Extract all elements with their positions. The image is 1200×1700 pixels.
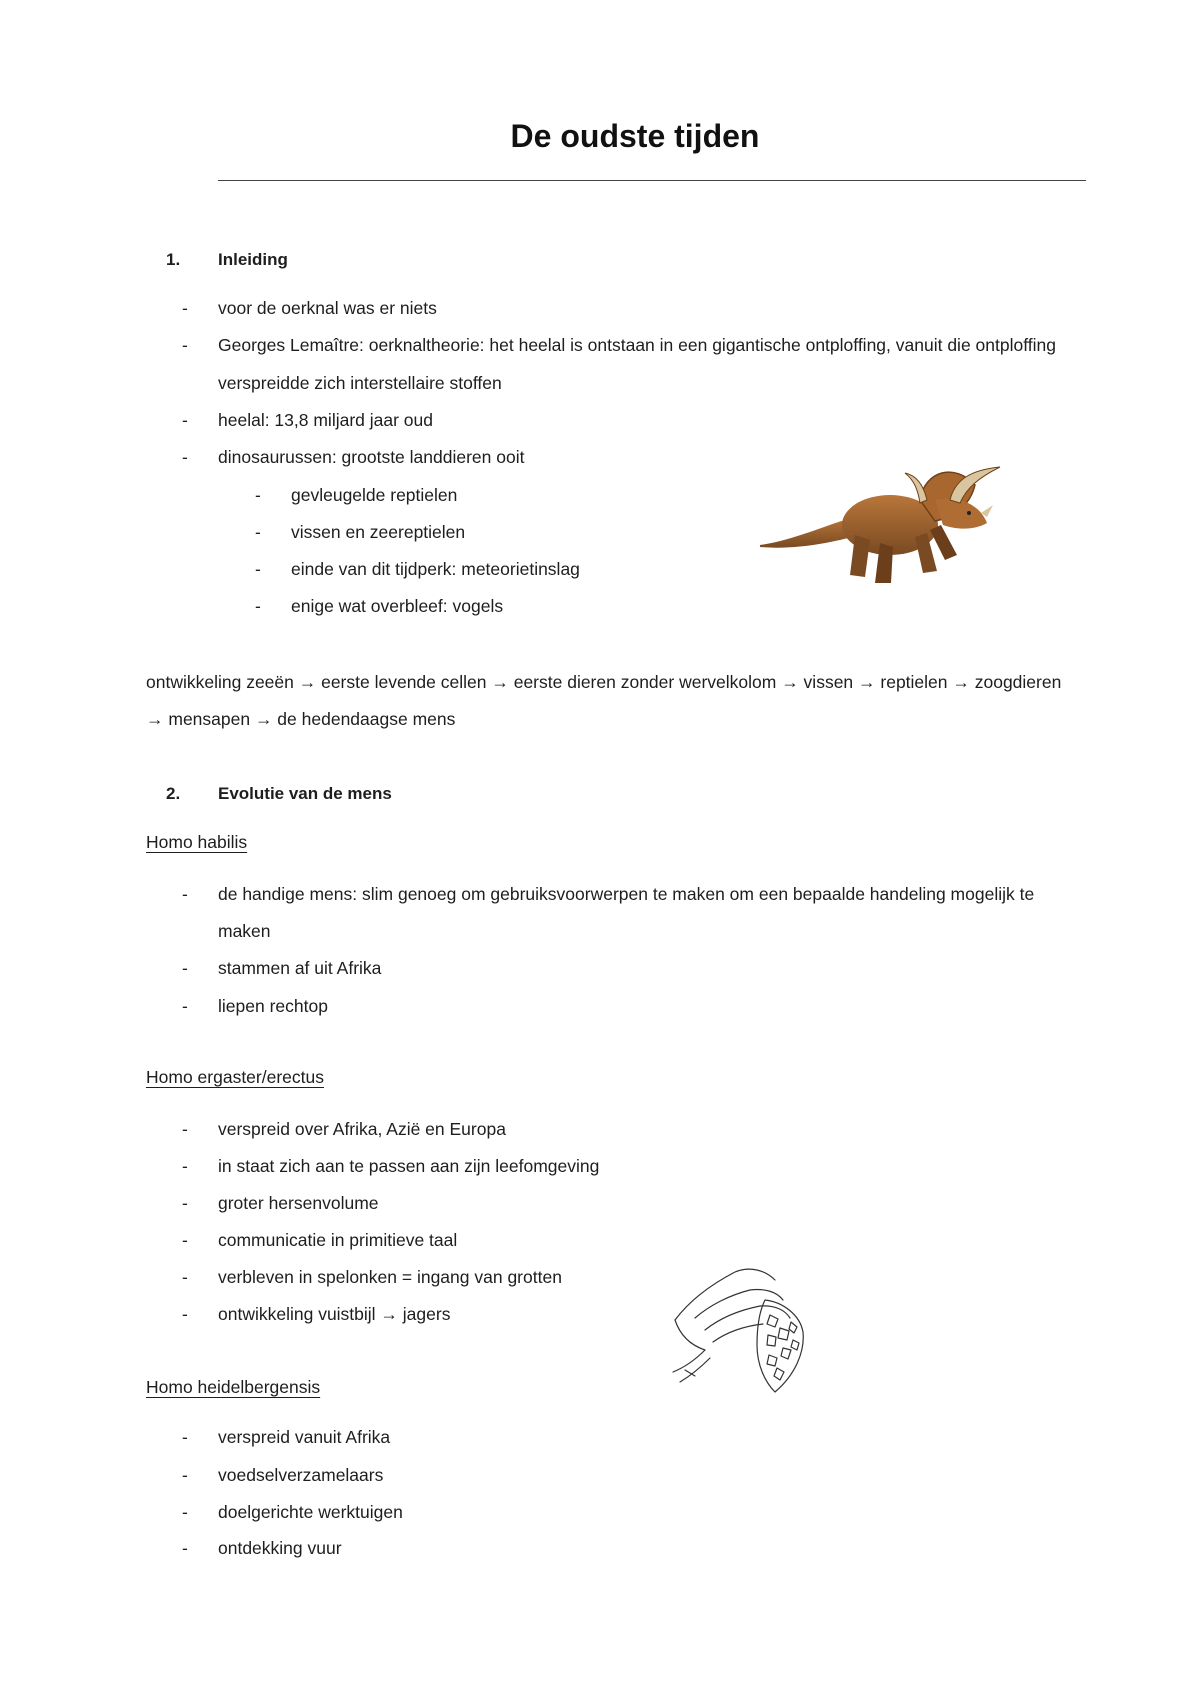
bullet-dash: -: [182, 1427, 188, 1447]
bullet-dash: -: [182, 1538, 188, 1558]
list-item: heelal: 13,8 miljard jaar oud: [218, 410, 433, 430]
bullet-dash: -: [182, 996, 188, 1016]
evolution-line-continuation: → mensapen → de hedendaagse mens: [146, 709, 456, 729]
bullet-dash: -: [182, 1193, 188, 1213]
bullet-dash: -: [182, 1502, 188, 1522]
list-item: verbleven in spelonken = ingang van grotten: [218, 1267, 562, 1287]
bullet-dash: -: [182, 1119, 188, 1139]
sub-list-item: enige wat overbleef: vogels: [291, 596, 504, 616]
section-2-number: 2.: [166, 784, 181, 803]
list-item: stammen af uit Afrika: [218, 958, 382, 978]
list-item: liepen rechtop: [218, 996, 328, 1016]
page-title: De oudste tijden: [510, 118, 760, 154]
bullet-dash: -: [182, 958, 188, 978]
list-item: groter hersenvolume: [218, 1193, 379, 1213]
sub-bullet-dash: -: [255, 596, 261, 616]
evolution-line: ontwikkeling zeeën → eerste levende cellen → eerste dieren zonder wervelkolom → vissen → reptielen → zoogdieren: [146, 672, 1062, 692]
list-item: ontwikkeling vuistbijl → jagers: [218, 1304, 451, 1324]
sub-list-item: gevleugelde reptielen: [291, 485, 458, 505]
title-rule: [218, 180, 1086, 181]
bullet-dash: -: [182, 335, 188, 355]
sub-bullet-dash: -: [255, 559, 261, 579]
list-item: voor de oerknal was er niets: [218, 298, 437, 318]
list-item: de handige mens: slim genoeg om gebruiksvoorwerpen te maken om een bepaalde handeling mogelijk te: [218, 884, 1035, 904]
bullet-dash: -: [182, 1267, 188, 1287]
list-item: doelgerichte werktuigen: [218, 1502, 403, 1522]
bullet-dash: -: [182, 447, 188, 467]
list-item-continuation: verspreidde zich interstellaire stoffen: [218, 373, 502, 393]
list-item: voedselverzamelaars: [218, 1465, 384, 1485]
list-item: Georges Lemaître: oerknaltheorie: het heelal is ontstaan in een gigantische ontploffing, vanuit die ontploffing: [218, 335, 1056, 355]
bullet-dash: -: [182, 298, 188, 318]
bullet-dash: -: [182, 884, 188, 904]
subheading-homo-habilis: Homo habilis: [146, 832, 248, 852]
bullet-dash: -: [182, 410, 188, 430]
bullet-dash: -: [182, 1156, 188, 1176]
bullet-dash: -: [182, 1230, 188, 1250]
sub-bullet-dash: -: [255, 485, 261, 505]
sub-list-item: vissen en zeereptielen: [291, 522, 466, 542]
sub-bullet-dash: -: [255, 522, 261, 542]
section-2-heading: Evolutie van de mens: [218, 784, 392, 803]
list-item: verspreid over Afrika, Azië en Europa: [218, 1119, 506, 1139]
bullet-dash: -: [182, 1304, 188, 1324]
dinosaur-illustration: [755, 455, 1005, 590]
list-item: communicatie in primitieve taal: [218, 1230, 458, 1250]
list-item: verspreid vanuit Afrika: [218, 1427, 391, 1447]
subheading-homo-ergaster-erectus: Homo ergaster/erectus: [146, 1067, 324, 1087]
section-1-number: 1.: [166, 250, 181, 269]
section-1-heading: Inleiding: [218, 250, 288, 269]
sub-list-item: einde van dit tijdperk: meteorietinslag: [291, 559, 580, 579]
hand-axe-illustration: [665, 1260, 815, 1400]
list-item: in staat zich aan te passen aan zijn leefomgeving: [218, 1156, 600, 1176]
list-item: dinosaurussen: grootste landdieren ooit: [218, 447, 525, 467]
list-item: ontdekking vuur: [218, 1538, 342, 1558]
list-item-continuation: maken: [218, 921, 271, 941]
subheading-homo-heidelbergensis: Homo heidelbergensis: [146, 1377, 321, 1397]
bullet-dash: -: [182, 1465, 188, 1485]
